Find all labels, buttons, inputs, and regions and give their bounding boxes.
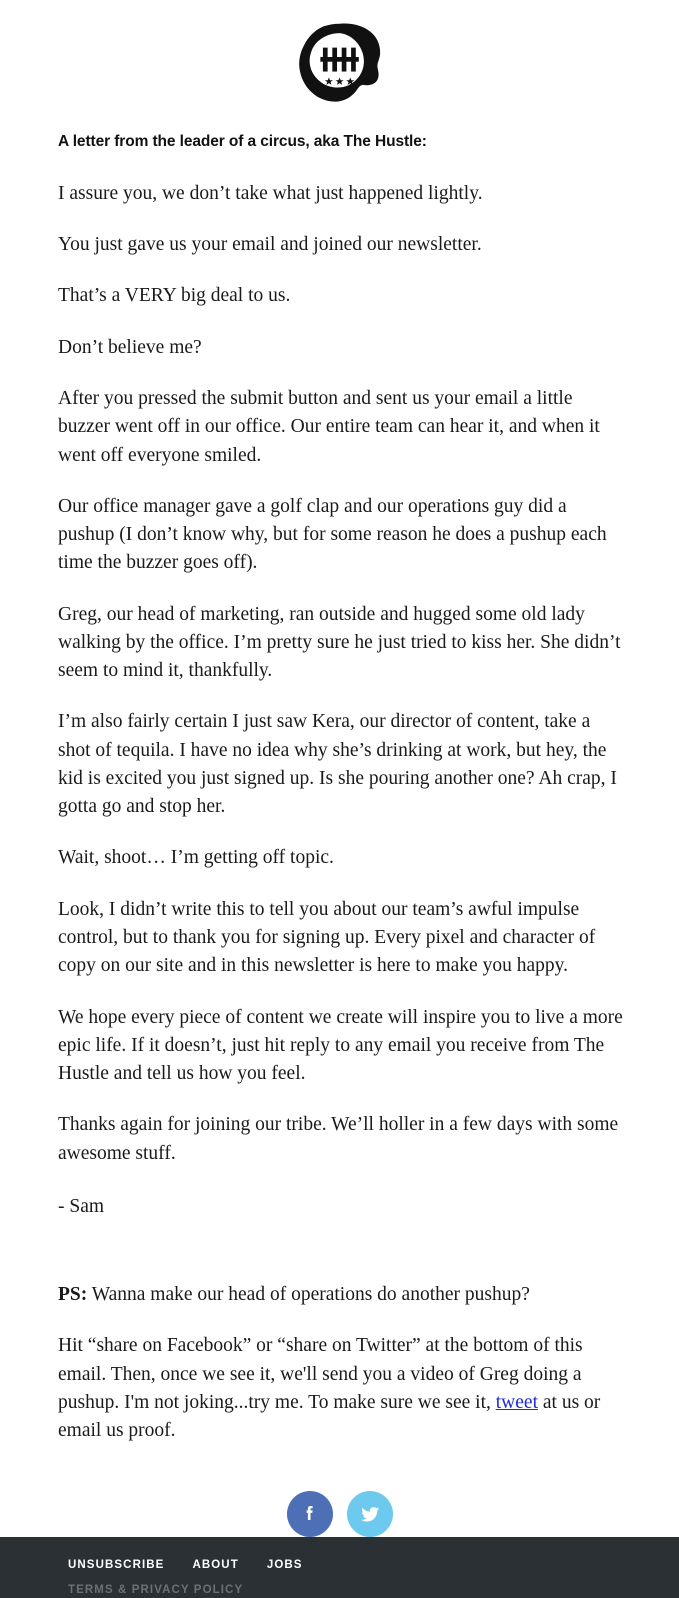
letter-paragraph: Look, I didn’t write this to tell you about our team’s awful impulse control, but to thank you for signing up. Every pixel and character of copy on our site and in this newsletter is here to make you happy.: [58, 898, 596, 977]
letter-paragraph: That’s a VERY big deal to us.: [58, 285, 291, 307]
footer: [0, 1537, 679, 1598]
letter-paragraph: After you pressed the submit button and sent us your email a little buzzer went off in our office. Our entire team can hear it, and when it went off everyone smiled.: [58, 387, 600, 466]
letter-paragraph: Don’t believe me?: [58, 336, 202, 358]
social-share-row: [0, 1491, 679, 1537]
the-hustle-stamp-logo: [297, 22, 383, 104]
letter-paragraph: I assure you, we don’t take what just happened lightly.: [58, 182, 483, 204]
twitter-icon: [357, 1501, 383, 1527]
ps-heading-text: Wanna make our head of operations do another pushup?: [87, 1284, 530, 1306]
postscript-body: [58, 1332, 625, 1445]
footer-link-unsubscribe[interactable]: UNSUBSCRIBE: [68, 1559, 165, 1572]
ps-text-after-link: at us or email us proof.: [58, 1391, 601, 1442]
footer-links: [68, 1559, 679, 1571]
letter-paragraph: We hope every piece of content we create will inspire you to live a more epic life. If it doesn’t, just hit reply to any email you receive from The Hustle and tell us how you feel.: [58, 1006, 623, 1085]
letter-content: [0, 112, 679, 1445]
share-on-twitter-button[interactable]: [347, 1491, 393, 1537]
facebook-icon: [298, 1502, 322, 1526]
footer-link-terms-privacy[interactable]: TERMS & PRIVACY POLICY: [68, 1584, 244, 1597]
letter-paragraph: Greg, our head of marketing, ran outside and hugged some old lady walking by the office. I’m pretty sure he just tried to kiss her. She didn’t seem to mind it, thankfully.: [58, 603, 621, 682]
footer-secondary: [68, 1580, 679, 1598]
letter-paragraph: Our office manager gave a golf clap and our operations guy did a pushup (I don’t know why, but for some reason he does a pushup each time the buzzer goes off).: [58, 495, 607, 574]
postscript-heading: [58, 1281, 625, 1309]
footer-link-jobs[interactable]: JOBS: [266, 1559, 303, 1572]
logo-area: [0, 0, 679, 112]
footer-link-about[interactable]: ABOUT: [192, 1559, 239, 1572]
page-title: A letter from the leader of a circus, aka The Hustle:: [58, 133, 427, 150]
letter-paragraph: You just gave us your email and joined our newsletter.: [58, 234, 482, 256]
letter-paragraph: Wait, shoot… I’m getting off topic.: [58, 847, 334, 869]
tweet-link[interactable]: tweet: [495, 1391, 538, 1413]
letter-paragraph: I’m also fairly certain I just saw Kera, our director of content, take a shot of tequila. I have no idea why she’s drinking at work, but hey, the kid is excited you just signed up. Is she pouring another one? Ah crap, I gotta go and stop her.: [58, 711, 617, 818]
ps-text-before-link: Hit “share on Facebook” or “share on Twitter” at the bottom of this email. Then, once we see it, we'll send you a video of Greg doing a pushup. I'm not joking...try me. To make sure we see it,: [58, 1335, 583, 1413]
ps-label: PS:: [58, 1284, 88, 1306]
signature: - Sam: [58, 1195, 105, 1217]
share-on-facebook-button[interactable]: [287, 1491, 333, 1537]
letter-paragraph: Thanks again for joining our tribe. We’ll holler in a few days with some awesome stuff.: [58, 1114, 619, 1164]
